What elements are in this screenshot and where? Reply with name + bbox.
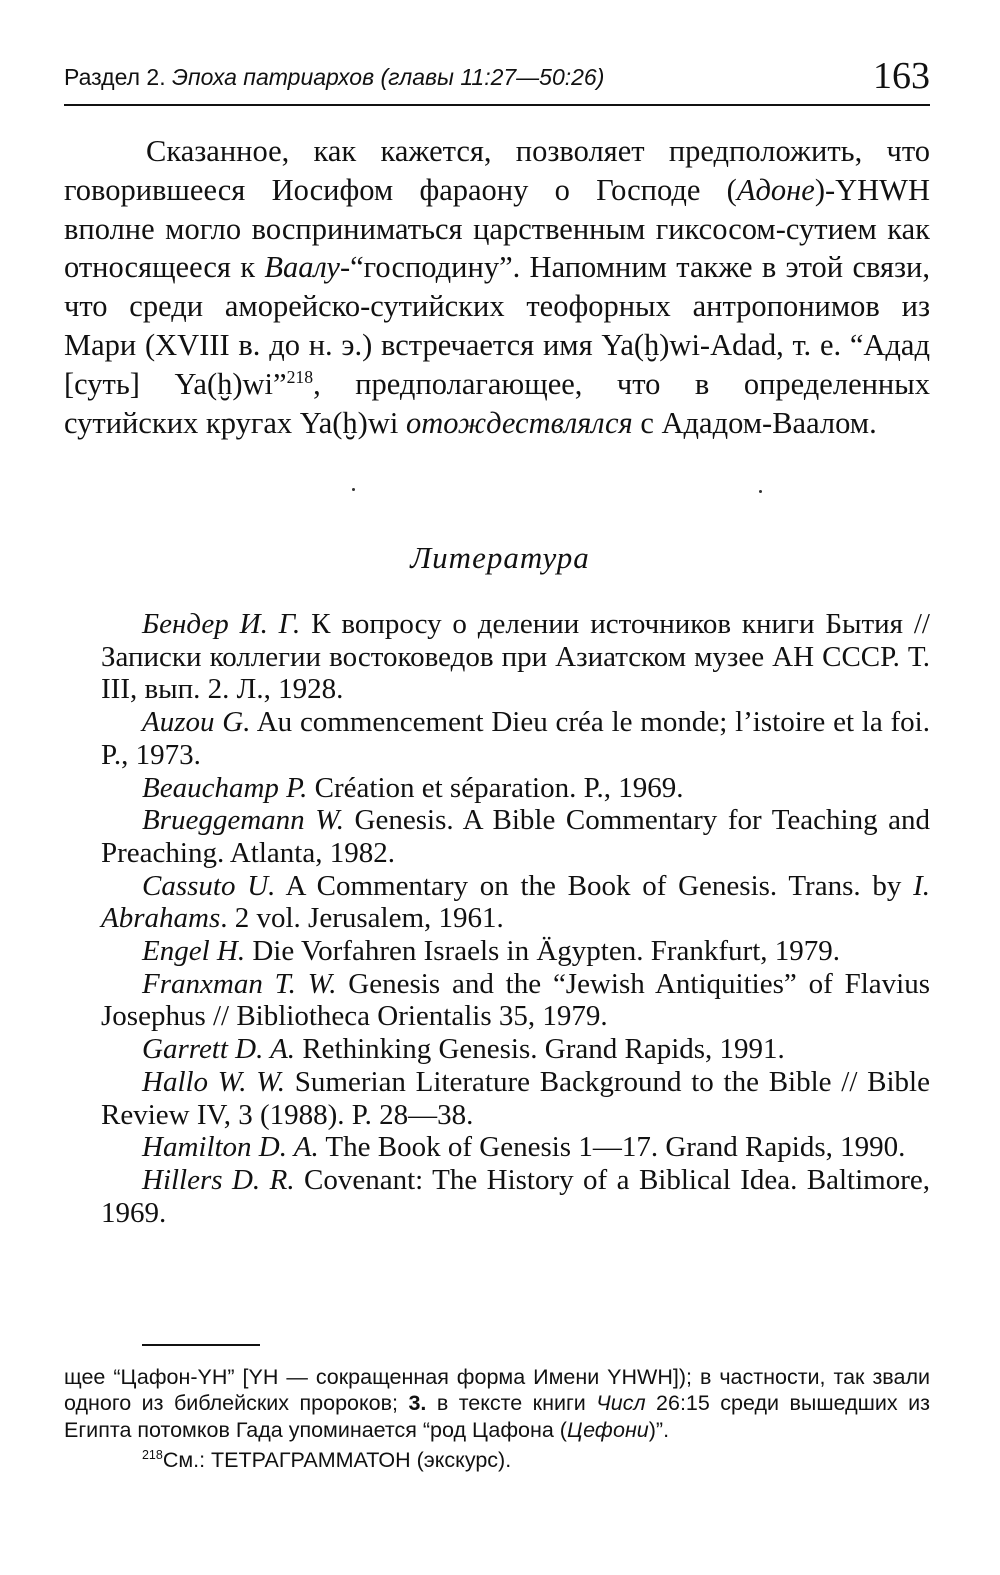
footnote-text: в тексте книги [426,1391,597,1416]
bibliography-entry [101,804,930,869]
entry-text: The Book of Genesis 1—17. Grand Rapids, 1990. [318,1131,906,1164]
bibliography-entry [101,1066,930,1131]
bibliography-entry [101,772,930,805]
entry-author: Auzou G. [142,706,251,739]
bibliography-entry [101,935,930,968]
entry-text: Au commencement Dieu créa le monde; l’istoire et la foi. P., 1973. [101,706,930,771]
text-run: -“господину”. Напомним также в этой связи, что среди аморейско-сутийских теофорных антропонимов из Мари (XVIII в. до н. э.) встречается имя Ya(ḫ)wi-Adad, т. е. “Адад [суть] Ya(ḫ)wi” [64,250,930,401]
entry-author: Hallo W. W. [142,1065,286,1098]
footnote-218 [64,1447,930,1473]
entry-translator: I. Abrahams [101,869,931,935]
main-paragraph [64,132,930,442]
entry-author: Franxman T. W. [142,967,337,1000]
bibliography-entry [101,870,930,935]
footnote-italic-name: Цефони [566,1417,649,1442]
print-speck [352,488,355,491]
footnote-text: )”. [648,1417,670,1442]
paragraph-body [64,132,930,442]
entry-text: Sumerian Literature Background to the Bible // Bible Review IV, 3 (1988). P. 28—38. [101,1065,930,1131]
text-run: Сказанное, как кажется, позволяет предположить, что говорившееся Иосифом фараону о Господе ( [64,134,930,207]
entry-text: A Commentary on the Book of Genesis. Trans. by [275,869,914,902]
footnote-text: щее “Цафон-YH” [YH — сокращенная форма Имени YHWH]); в частности, так звали одного из библейских пророков; [64,1365,930,1416]
bibliography-entry [101,608,930,706]
bibliography-entry [101,1033,930,1066]
bibliography-entry [101,706,930,771]
running-header [64,55,930,106]
footnote-continuation [64,1364,930,1443]
entry-author: Brueggemann W. [142,804,344,837]
footnote-separator [142,1344,260,1346]
entry-author: Hamilton D. A. [142,1131,319,1164]
footnote-text: 26:15 среди вышедших из Египта потомков Гада упоминается “род Цафона ( [64,1391,930,1442]
running-header-title [64,64,604,91]
entry-text: Rethinking Genesis. Grand Rapids, 1991. [295,1033,785,1066]
text-run: , предполагающее, что в определенных сутийских кругах Ya(ḫ)wi [64,366,930,440]
bibliography-entry [101,968,930,1033]
print-speck [759,490,762,493]
footnote-text: См.: ТЕТРАГРАММАТОН (экскурс). [162,1448,512,1473]
entry-author: Hillers D. R. [142,1163,295,1196]
footnotes [64,1364,930,1474]
entry-text: Création et séparation. P., 1969. [307,771,684,804]
bibliography-entry [101,1164,930,1229]
footnote-number: 218 [142,1448,163,1463]
entry-text: К вопросу о делении источников книги Бытия // Записки коллегии востоковедов при Азиатском музее АН СССР. Т. III, вып. 2. Л., 1928. [101,608,930,706]
entry-author: Beauchamp P. [142,771,308,804]
literature-heading: Литература [410,540,590,575]
entry-author: Бендер И. Г. [142,608,301,640]
entry-text: Die Vorfahren Israels in Ägypten. Frankfurt, 1979. [245,935,841,968]
italic-term-adone: Адоне [736,172,815,207]
section-title: Эпоха патриархов (главы 11:27—50:26) [171,64,605,90]
entry-text: Covenant: The History of a Biblical Idea. Baltimore, 1969. [101,1163,930,1229]
section-label: Раздел 2. [64,64,172,90]
entry-author: Engel H. [142,935,246,968]
entry-text: Genesis and the “Jewish Antiquities” of Flavius Josephus // Bibliotheca Orientalis 35, 1979. [101,967,930,1033]
entry-author: Cassuto U. [142,869,276,902]
page-number: 163 [873,55,930,97]
entry-author: Garrett D. A. [142,1033,296,1066]
bibliography-list [101,608,931,1229]
italic-term-vaalu: Ваалу [264,250,340,285]
entry-text: . 2 vol. Jerusalem, 1961. [220,902,504,935]
footnote-reference: 218 [286,366,314,387]
entry-text: Genesis. A Bible Commentary for Teaching and Preaching. Atlanta, 1982. [101,804,930,869]
text-run: с Ададом-Ваалом. [632,405,877,440]
footnote-italic-book: Числ [596,1391,646,1416]
text-run: )-YHWH вполне могло восприниматься царственным гиксосом-сутием как относящееся к [64,172,930,285]
footnote-item-number: 3. [408,1391,427,1416]
italic-term-otozhdestvlyalsya: отождествлялся [405,405,633,440]
bibliography-entry [101,1131,930,1164]
